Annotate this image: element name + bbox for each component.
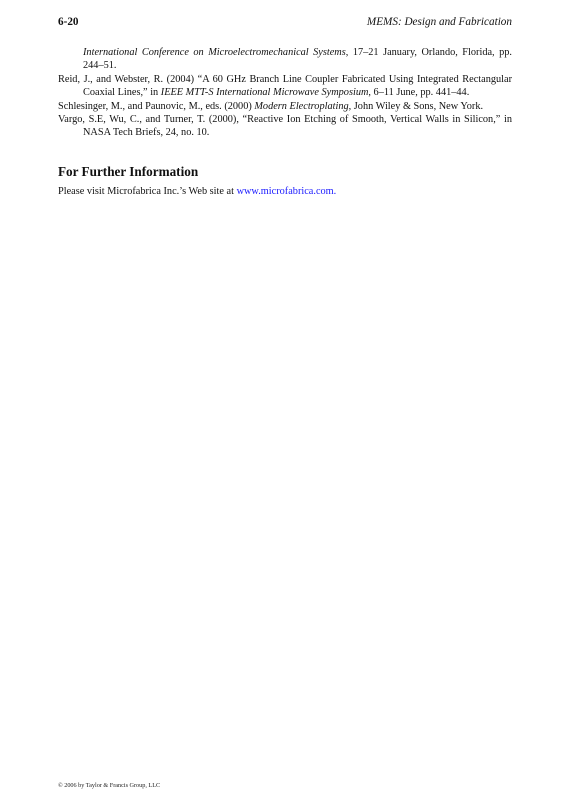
reference-italic: IEEE MTT-S International Microwave Symposium [160,87,369,99]
reference-text: Reid, J., and Webster, R. (2004) “A 60 GHz Branch Line Coupler Fabricated Using Integrated Rectangular Coaxial Lines,” in [58,73,512,99]
further-info-text [58,186,512,197]
reference-entry [58,73,512,100]
copyright-footer: © 2006 by Taylor & Francis Group, LLC [58,782,161,789]
reference-entry [58,113,512,140]
page-header [58,16,512,32]
website-link[interactable]: www.microfabrica.com. [236,186,337,197]
page-number: 6-20 [58,16,79,28]
reference-entry [58,100,512,113]
reference-text: John Wiley & Sons, New York. [351,100,484,112]
reference-text: , 17–21 January, Orlando, Florida, pp. 244–51. [83,47,512,72]
reference-text: Vargo, S.E, Wu, C., and Turner, T. (2000), “Reactive Ion Etching of Smooth, Vertical Walls in Silicon,” in NASA Tech Briefs, 24, no. 10. [58,114,512,139]
reference-text: , 6–11 June, pp. 441–44. [368,87,470,99]
reference-italic: International Conference on Microelectromechanical Systems [83,47,346,58]
reference-entry [58,46,512,73]
reference-text: Schlesinger, M., and Paunovic, M., eds. (2000) [58,100,255,112]
further-info-intro: Please visit Microfabrica Inc.’s Web site at [58,186,237,197]
section-heading: For Further Information [58,164,199,179]
running-title: MEMS: Design and Fabrication [366,16,512,28]
reference-italic: Modern Electroplating, [254,100,352,112]
reference-list [58,46,512,140]
